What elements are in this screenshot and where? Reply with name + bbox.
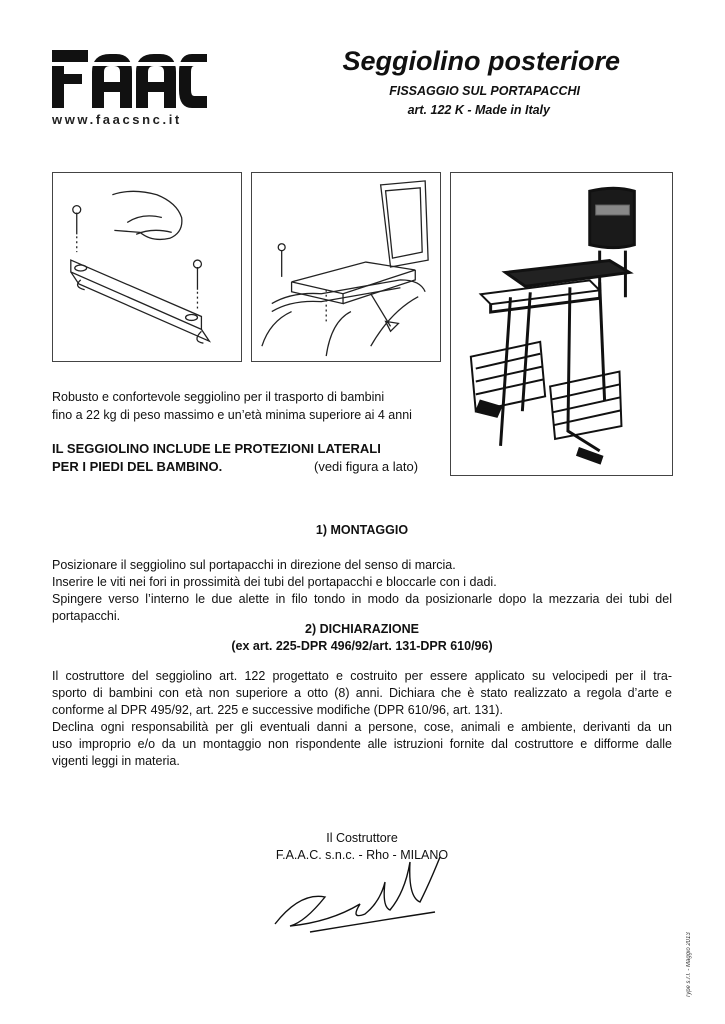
bolt-and-bracket-icon (53, 173, 241, 361)
paragraph-line: Inserire le viti nei fori in prossimità dei tubi del portapacchi e bloccarle con i dadi. (52, 575, 497, 589)
page-subtitle: FISSAGGIO SUL PORTAPACCHI (389, 84, 580, 98)
paragraph-line: Posizionare il seggiolino sul portapacchi in direzione del senso di marcia. (52, 558, 456, 572)
signature-company: F.A.A.C. s.n.c. - Rho - MILANO (275, 848, 449, 862)
includes-line-2: PER I PIEDI DEL BAMBINO. (52, 459, 223, 474)
footer-print-note: Type s.r.l. - Maggio 2013 (686, 932, 692, 998)
description-line: Robusto e confortevole seggiolino per il trasporto di bambini (52, 390, 385, 404)
paragraph-line: Il costruttore del seggiolino art. 122 progettato e costruito per essere applicato su velocipedi per il tra- (52, 669, 672, 683)
see-figure-note: (vedi figura a lato) (314, 459, 419, 474)
paragraph-line: uso improprio e/o da un montaggio non rispondente alle istruzioni fornite dal costruttore e difforme dalle (52, 737, 672, 751)
handwritten-signature (270, 852, 445, 937)
paragraph-line: Declina ogni responsabilità per gli eventuali danni a persone, cose, animali e ambiente, derivanti da un (52, 720, 672, 734)
paragraph-line: sporto di bambini con età non superiore a otto (8) anni. Dichiara che è stato realizzato a regola d’arte e (52, 686, 672, 700)
faac-logo (52, 50, 207, 108)
paragraph-line: Spingere verso l’interno le due alette in filo tondo in modo da posizionarle dopo la mezzaria dei tubi del (52, 592, 672, 606)
paragraph-line: vigenti leggi in materia. (52, 754, 180, 768)
page-title: Seggiolino posteriore (342, 46, 620, 76)
article-number: art. 122 K - Made in Italy (407, 103, 550, 117)
section-heading-montaggio: 1) MONTAGGIO (315, 523, 409, 537)
product-description (52, 388, 442, 424)
section-heading-dichiarazione: 2) DICHIARAZIONE (305, 622, 419, 636)
paragraph-line: conforme al DPR 495/92, art. 225 e successive modifiche (DPR 610/96, art. 131). (52, 703, 503, 717)
figure-child-seat (450, 172, 673, 476)
figure-seat-on-rack (251, 172, 441, 362)
section-dichiarazione-text (52, 668, 672, 770)
website-url: www.faacsnc.it (52, 112, 182, 127)
includes-notice (52, 440, 442, 476)
section-subheading: (ex art. 225-DPR 496/92/art. 131-DPR 610/96) (231, 639, 493, 653)
section-montaggio-text (52, 557, 672, 625)
seat-on-rack-icon (252, 173, 440, 361)
description-line: fino a 22 kg di peso massimo e un’età minima superiore ai 4 anni (52, 408, 412, 422)
includes-line-1: IL SEGGIOLINO INCLUDE LE PROTEZIONI LATERALI (52, 441, 381, 456)
figure-bracket-bolts (52, 172, 242, 362)
child-seat-photo-icon (451, 173, 672, 475)
signature-title: Il Costruttore (326, 831, 398, 845)
paragraph-line: portapacchi. (52, 609, 121, 623)
